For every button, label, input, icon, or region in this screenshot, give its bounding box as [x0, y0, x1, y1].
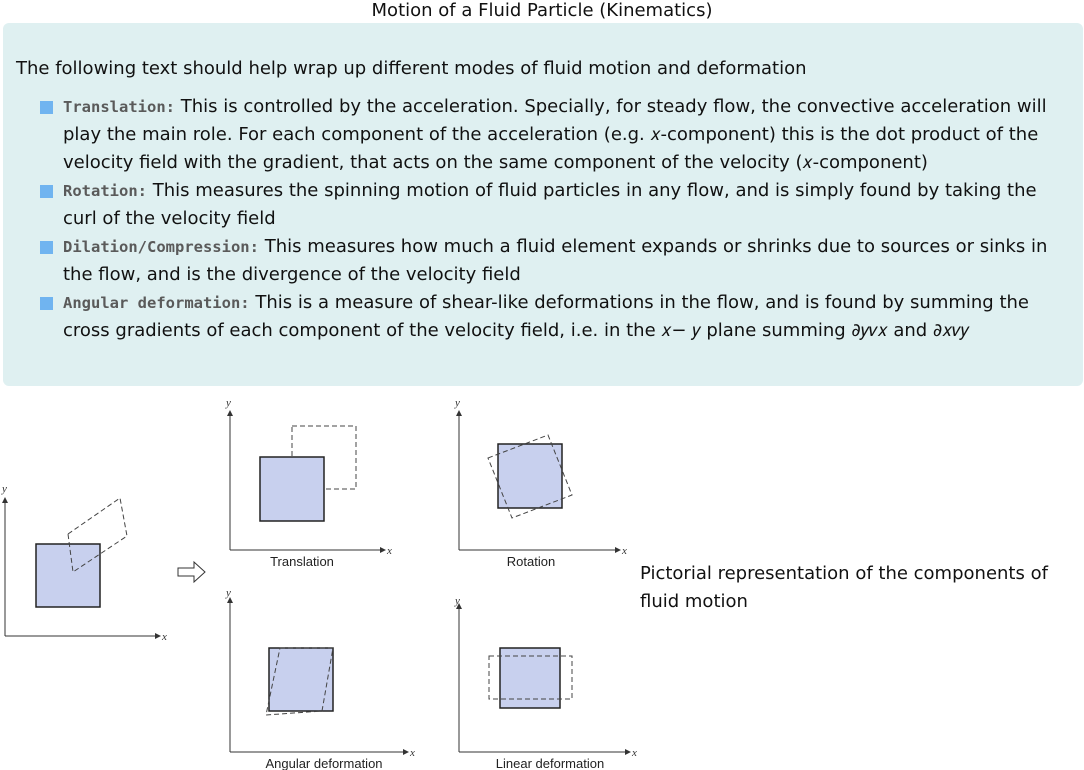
mode-term: Dilation/Compression:: [63, 238, 259, 256]
y-axis-label: y: [455, 397, 460, 409]
mode-term: Translation:: [63, 98, 175, 116]
x-axis-label: x: [632, 747, 637, 759]
panel-label: Rotation: [506, 554, 556, 569]
panel-label: Angular deformation: [265, 756, 383, 770]
x-axis-label: x: [622, 545, 627, 557]
square-bullet-icon: [40, 297, 53, 310]
rotation-panel: [454, 397, 627, 569]
hollow-arrow-icon: [178, 562, 205, 582]
panel-label: Linear deformation: [495, 756, 605, 770]
modes-list: [16, 93, 1083, 345]
x-axis-label: x: [410, 747, 415, 759]
mode-description: This is controlled by the acceleration. Specially, for steady flow, the convective acceleration will play the main role. For each component of the acceleration (e.g. 𝑥-component) this is the dot product of the velocity field with the gradient, that acts on the same component of the velocity (𝑥-component): [63, 96, 1047, 173]
fluid-motion-figure: [0, 386, 640, 770]
y-axis-label: y: [226, 587, 231, 599]
square-bullet-icon: [40, 101, 53, 114]
mode-description: This measures the spinning motion of fluid particles in any flow, and is simply found by taking the curl of the velocity field: [63, 180, 1037, 229]
angular-deformation-panel: [225, 587, 415, 770]
mode-description: This is a measure of shear-like deformations in the flow, and is found by summing the cross gradients of each component of the velocity field, i.e. in the 𝑥− 𝑦 plane summing ∂𝑦𝑣𝑥 and ∂𝑥𝑣𝑦: [63, 292, 1029, 341]
square-bullet-icon: [40, 241, 53, 254]
x-axis-label: x: [387, 545, 392, 557]
y-axis-label: y: [2, 483, 7, 495]
square-bullet-icon: [40, 185, 53, 198]
fluid-element-square: [36, 544, 100, 607]
mode-term: Angular deformation:: [63, 294, 250, 312]
mode-term: Rotation:: [63, 182, 147, 200]
y-axis-label: y: [226, 397, 231, 409]
mode-rotation: [63, 177, 1063, 233]
summary-box: [3, 23, 1083, 386]
figure-caption: Pictorial representation of the components of fluid motion: [640, 563, 1048, 612]
panel-label: Translation: [270, 554, 334, 569]
mode-angular-deformation: [63, 289, 1063, 345]
page-title: Motion of a Fluid Particle (Kinematics): [371, 0, 713, 21]
x-axis-label: x: [162, 631, 167, 643]
original-element-panel: [1, 483, 167, 643]
intro-text: The following text should help wrap up different modes of fluid motion and deformation: [16, 58, 807, 79]
linear-deformation-panel: [454, 595, 637, 770]
mode-description: This measures how much a fluid element expands or shrinks due to sources or sinks in the flow, and is the divergence of the velocity field: [63, 236, 1048, 285]
translation-panel: [225, 397, 392, 569]
mode-translation: [63, 93, 1063, 177]
y-axis-label: y: [455, 595, 460, 607]
mode-dilation: [63, 233, 1063, 289]
